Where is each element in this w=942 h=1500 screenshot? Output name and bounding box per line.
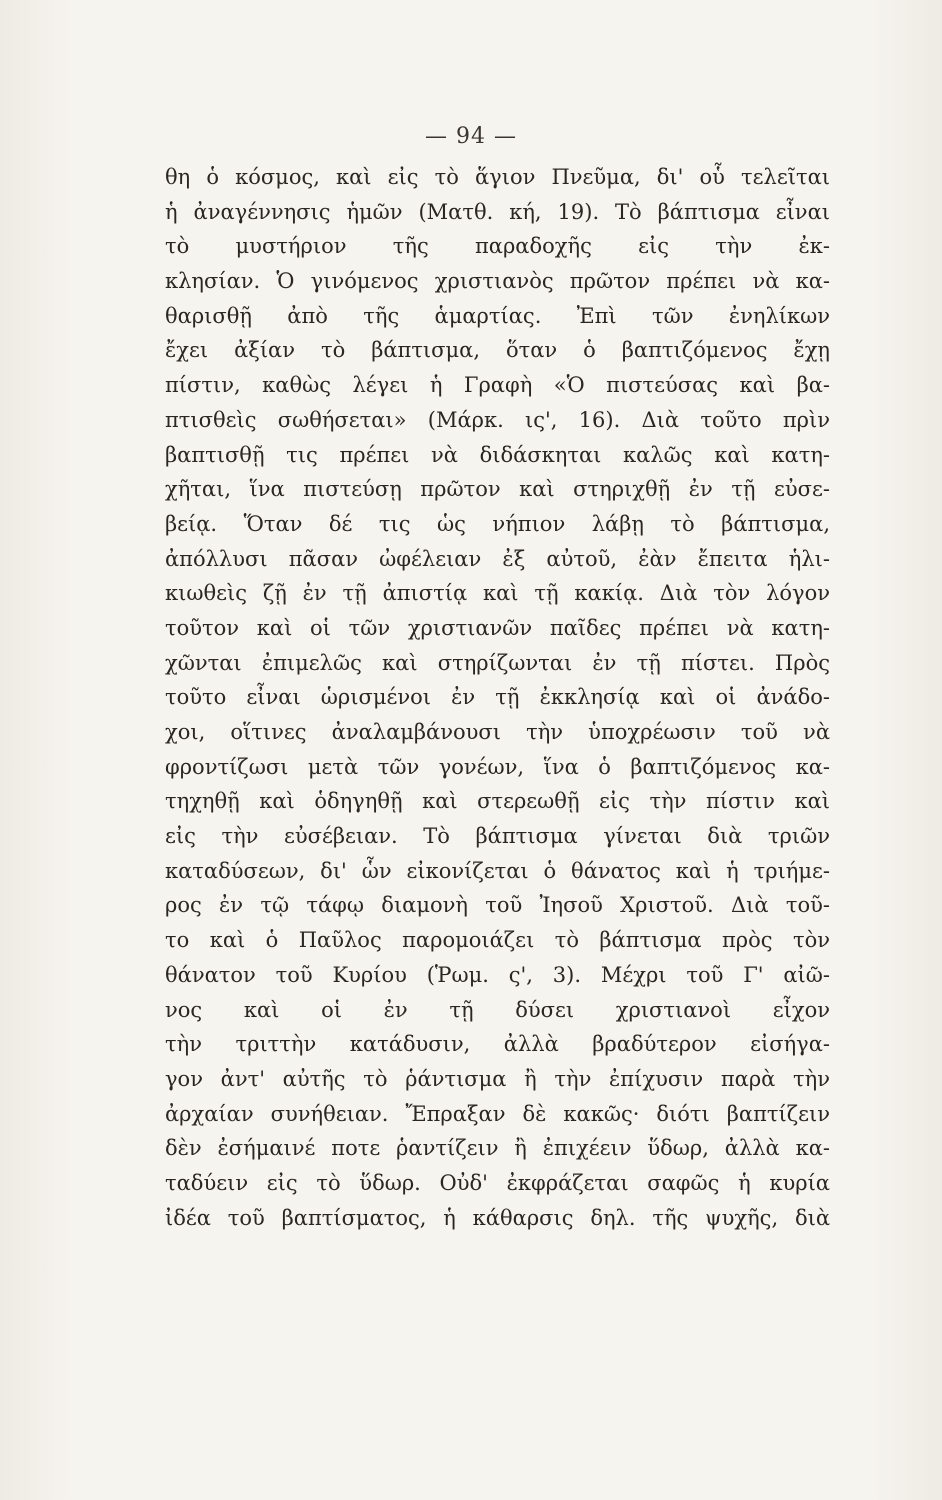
text-line: ἰδέα τοῦ βαπτίσματος, ἡ κάθαρσις δηλ. τῆς ψυχῆς, διὰ: [165, 1205, 830, 1230]
text-line: ἡ ἀναγέννησις ἡμῶν (Ματθ. κή, 19). Τὸ βάπτισμα εἶναι: [165, 199, 830, 224]
text-line: τοῦτον καὶ οἱ τῶν χριστιανῶν παῖδες πρέπει νὰ κατη-: [165, 615, 830, 640]
text-line: το καὶ ὁ Παῦλος παρομοιάζει τὸ βάπτισμα πρὸς τὸν: [165, 928, 830, 953]
text-line: τὴν τριττὴν κατάδυσιν, ἀλλὰ βραδύτερον εἰσήγα-: [165, 1032, 830, 1057]
text-line: νος καὶ οἱ ἐν τῇ δύσει χριστιανοὶ εἶχον: [165, 997, 830, 1022]
text-line: βείᾳ. Ὅταν δέ τις ὡς νήπιον λάβῃ τὸ βάπτισμα,: [165, 511, 830, 536]
text-line: ἔχει ἀξίαν τὸ βάπτισμα, ὅταν ὁ βαπτιζόμενος ἔχῃ: [165, 338, 830, 363]
text-line: ταδύειν εἰς τὸ ὕδωρ. Οὐδ' ἐκφράζεται σαφῶς ἡ κυρία: [165, 1170, 830, 1195]
page-number: — 94 —: [425, 124, 517, 149]
text-line: χοι, οἵτινες ἀναλαμβάνουσι τὴν ὑποχρέωσιν τοῦ νὰ: [165, 720, 830, 744]
text-line: τὸ μυστήριον τῆς παραδοχῆς εἰς τὴν ἐκ-: [165, 234, 830, 259]
text-line: κιωθεὶς ζῇ ἐν τῇ ἀπιστίᾳ καὶ τῇ κακίᾳ. Διὰ τὸν λόγον: [165, 581, 830, 606]
text-line: θαρισθῇ ἀπὸ τῆς ἁμαρτίας. Ἐπὶ τῶν ἐνηλίκων: [165, 303, 830, 328]
text-line: τοῦτο εἶναι ὡρισμένοι ἐν τῇ ἐκκλησίᾳ καὶ οἱ ἀνάδο-: [165, 685, 830, 710]
text-line: καταδύσεων, δι' ὧν εἰκονίζεται ὁ θάνατος καὶ ἡ τριήμε-: [165, 858, 830, 883]
text-line: θη ὁ κόσμος, καὶ εἰς τὸ ἅγιον Πνεῦμα, δι' οὗ τελεῖται: [165, 165, 830, 189]
text-line: πτισθεὶς σωθήσεται» (Μάρκ. ις', 16). Διὰ τοῦτο πρὶν: [165, 407, 830, 432]
text-line: βαπτισθῇ τις πρέπει νὰ διδάσκηται καλῶς καὶ κατη-: [165, 442, 830, 467]
text-line: ἀπόλλυσι πᾶσαν ὠφέλειαν ἐξ αὐτοῦ, ἐὰν ἔπειτα ἡλι-: [165, 546, 830, 571]
text-line: χῆται, ἵνα πιστεύσῃ πρῶτον καὶ στηριχθῇ ἐν τῇ εὐσε-: [165, 477, 830, 502]
text-line: δὲν ἐσήμαινέ ποτε ῥαντίζειν ἢ ἐπιχέειν ὕδωρ, ἀλλὰ κα-: [165, 1136, 830, 1161]
body-text: [165, 160, 830, 1235]
text-line: τηχηθῇ καὶ ὁδηγηθῇ καὶ στερεωθῇ εἰς τὴν πίστιν καὶ: [165, 789, 830, 814]
text-line: πίστιν, καθὼς λέγει ἡ Γραφὴ «Ὁ πιστεύσας καὶ βα-: [165, 373, 830, 398]
text-line: φροντίζωσι μετὰ τῶν γονέων, ἵνα ὁ βαπτιζόμενος κα-: [165, 754, 830, 779]
text-line: γον ἀντ' αὐτῆς τὸ ῥάντισμα ἢ τὴν ἐπίχυσιν παρὰ τὴν: [165, 1066, 830, 1091]
text-line: θάνατον τοῦ Κυρίου (Ῥωμ. ς', 3). Μέχρι τοῦ Γ' αἰῶ-: [165, 962, 830, 987]
text-line: χῶνται ἐπιμελῶς καὶ στηρίζωνται ἐν τῇ πίστει. Πρὸς: [165, 650, 830, 675]
text-line: κλησίαν. Ὁ γινόμενος χριστιανὸς πρῶτον πρέπει νὰ κα-: [165, 269, 830, 294]
text-line: ἀρχαίαν συνήθειαν. Ἔπραξαν δὲ κακῶς· διότι βαπτίζειν: [165, 1101, 830, 1126]
text-line: ρος ἐν τῷ τάφῳ διαμονὴ τοῦ Ἰησοῦ Χριστοῦ. Διὰ τοῦ-: [165, 893, 830, 918]
text-line: εἰς τὴν εὐσέβειαν. Τὸ βάπτισμα γίνεται διὰ τριῶν: [165, 824, 830, 849]
